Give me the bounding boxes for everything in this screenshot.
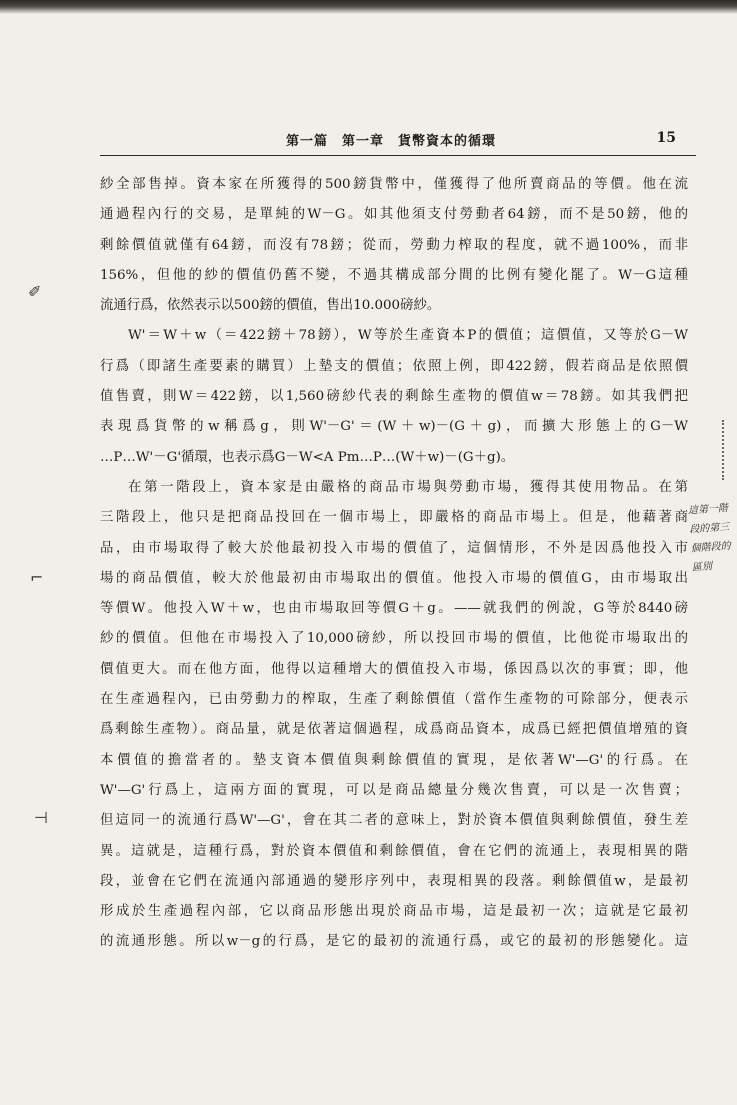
text-line: W'＝W＋w（＝422鎊＋78鎊），W等於生產資本P的價值；這價值，又等於G－W: [128, 328, 688, 344]
margin-mark: ⊣: [34, 808, 48, 827]
text-line: 場的商品價值，較大於他最初由市場取出的價值。他投入市場的價值G，由市場取出: [100, 570, 688, 586]
text-line: 紗的價值。但他在市場投入了10,000磅紗，所以投回市場的價值，比他從市場取出的: [100, 631, 688, 647]
margin-mark: ✐: [28, 282, 42, 301]
text-line: 通過程內行的交易，是單純的W－G。如其他須支付勞動者64鎊，而不是50鎊，他的: [100, 207, 688, 223]
text-line: 三階段上，他只是把商品投回在一個市場上，即嚴格的商品市場上。但是，他藉著商: [100, 510, 688, 526]
text-line: 本價值的擔當者的。墊支資本價值與剩餘價值的實現，是依著W'—G'的行爲。在: [100, 752, 688, 768]
text-line: 異。這就是，這種行爲，對於資本價值和剩餘價值，會在它們的流通上，表現相異的階: [100, 843, 688, 859]
text-line: 值售賣，則W＝422鎊，以1,560磅紗代表的剩餘生產物的價值w＝78鎊。如其我們把: [100, 389, 688, 405]
text-line: 156%，但他的紗的價值仍舊不變，不過其構成部分間的比例有變化罷了。W－G這種: [100, 267, 688, 283]
text-line: 紗全部售掉。資本家在所獲得的500鎊貨幣中，僅獲得了他所賣商品的等價。他在流: [100, 177, 688, 192]
text-line: 形成於生產過程內部，它以商品形態出現於商品市場，這是最初一次；這就是它最初: [100, 904, 688, 920]
text-line: …P…W'－G'循環，也表示爲G－W<A Pm…P…(W＋w)－(G＋g)。: [100, 449, 515, 465]
margin-mark: ⌐: [30, 568, 44, 587]
header-rule: [100, 155, 696, 156]
text-line: 價值更大。而在他方面，他得以這種增大的價值投入市場，係因爲以次的事實；即，他: [100, 661, 688, 677]
running-title: 第一篇 第一章 貨幣資本的循環: [286, 134, 497, 149]
handwritten-margin-note: 這第一階段的第三個階段的區別: [687, 502, 732, 574]
text-line: 爲剩餘生產物）。商品量，就是依著這個過程，成爲商品資本，成爲已經把價值增殖的資: [100, 722, 688, 738]
text-line: 等價W。他投入W＋w，也由市場取回等價G＋g。——就我們的例說，G等於8440磅: [100, 601, 688, 617]
text-line: 在第一階段上，資本家是由嚴格的商品市場與勞動市場，獲得其使用物品。在第: [128, 479, 688, 495]
running-header: [246, 128, 686, 152]
text-line: 表現爲貨幣的w稱爲g，則W'－G'＝(W＋w)－(G＋g)，而擴大形態上的G－W: [100, 419, 688, 435]
text-line: 剩餘價值就僅有64鎊，而沒有78鎊；從而，勞動力榨取的程度，就不過100%，而非: [100, 237, 688, 253]
body-text: [100, 170, 688, 958]
text-line: 行爲（即諸生產要素的購買）上墊支的價值；依照上例，即422鎊，假若商品是依照價: [100, 358, 688, 374]
text-line: 流通行爲，依然表示以500鎊的價值，售出10.000磅紗。: [100, 298, 441, 314]
text-line: 的流通形態。所以w－g的行爲，是它的最初的流通行爲，或它的最初的形態變化。這: [100, 934, 688, 950]
text-line: 但這同一的流通行爲W'—G'，會在其二者的意味上，對於資本價值與剩餘價值，發生差: [100, 813, 688, 829]
margin-dots: [722, 420, 728, 480]
scan-edge: [0, 0, 737, 14]
text-line: 品，由市場取得了較大於他最初投入市場的價值了，這個情形，不外是因爲他投入市: [100, 540, 688, 556]
text-line: 在生產過程內，已由勞動力的榨取，生產了剩餘價值（當作生產物的可除部分，便表示: [100, 692, 688, 708]
page-number: 15: [656, 130, 676, 146]
text-line: W'—G'行爲上，這兩方面的實現，可以是商品總量分幾次售賣，可以是一次售賣；: [100, 782, 688, 798]
text-line: 段，並會在它們在流通內部通過的變形序列中，表現相異的段落。剩餘價值w，是最初: [100, 873, 688, 889]
